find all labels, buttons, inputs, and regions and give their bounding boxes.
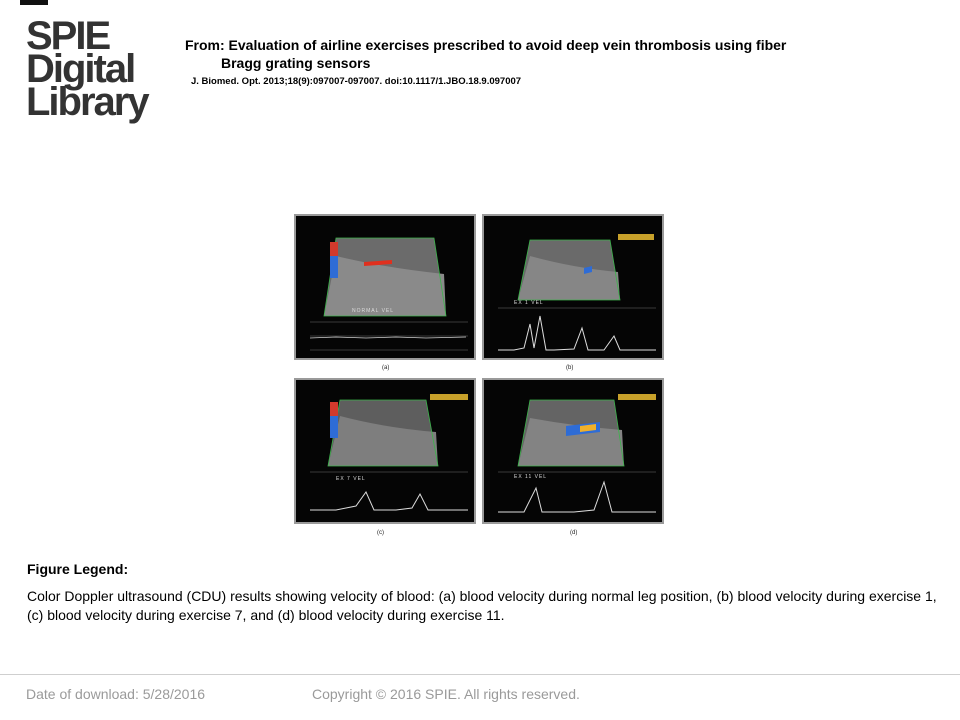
article-citation: J. Biomed. Opt. 2013;18(9):097007-097007. doi:10.1117/1.JBO.18.9.097007 [191, 76, 522, 87]
figure-legend-text: Color Doppler ultrasound (CDU) results showing velocity of blood: (a) blood velocity during normal leg position, (b) blood velocity during exercise 1, (c) blood velocity during exercise 7, and (d) blood velocity during exercise 11. [27, 588, 937, 623]
ultrasound-image-c [296, 380, 474, 522]
ultrasound-figure [294, 214, 666, 544]
panel-b-caption: EX 1 VEL [514, 300, 544, 306]
logo-line-1: SPIE [26, 14, 110, 58]
article-header [185, 36, 945, 87]
panel-a-caption: NORMAL VEL [352, 308, 395, 314]
ultrasound-image-d [484, 380, 662, 522]
logo-line-2: Digital [26, 47, 135, 91]
footer-divider [0, 674, 960, 675]
ultrasound-panel-a [294, 214, 476, 360]
ultrasound-image-b [484, 216, 662, 358]
ultrasound-panel-d [482, 378, 664, 524]
panel-d-caption: EX 11 VEL [514, 474, 548, 480]
panel-d-label: (d) [570, 530, 578, 536]
panel-b-label: (b) [566, 365, 574, 371]
article-title-line-1: From: Evaluation of airline exercises prescribed to avoid deep vein thrombosis using fiber [185, 37, 787, 53]
panel-a-label: (a) [382, 365, 390, 371]
article-title-line-2: Bragg grating sensors [221, 55, 371, 71]
panel-c-caption: EX 7 VEL [336, 476, 366, 482]
ultrasound-image-a [296, 216, 474, 358]
download-date: Date of download: 5/28/2016 [26, 686, 206, 702]
logo-line-3: Library [26, 80, 148, 124]
corner-mark [20, 0, 48, 5]
ultrasound-panel-b [482, 214, 664, 360]
copyright-notice: Copyright © 2016 SPIE. All rights reserved. [312, 686, 580, 702]
spie-digital-library-logo [26, 14, 156, 124]
figure-legend-heading: Figure Legend: [27, 561, 129, 577]
panel-c-label: (c) [377, 530, 384, 536]
article-title [185, 36, 945, 72]
ultrasound-panel-c [294, 378, 476, 524]
